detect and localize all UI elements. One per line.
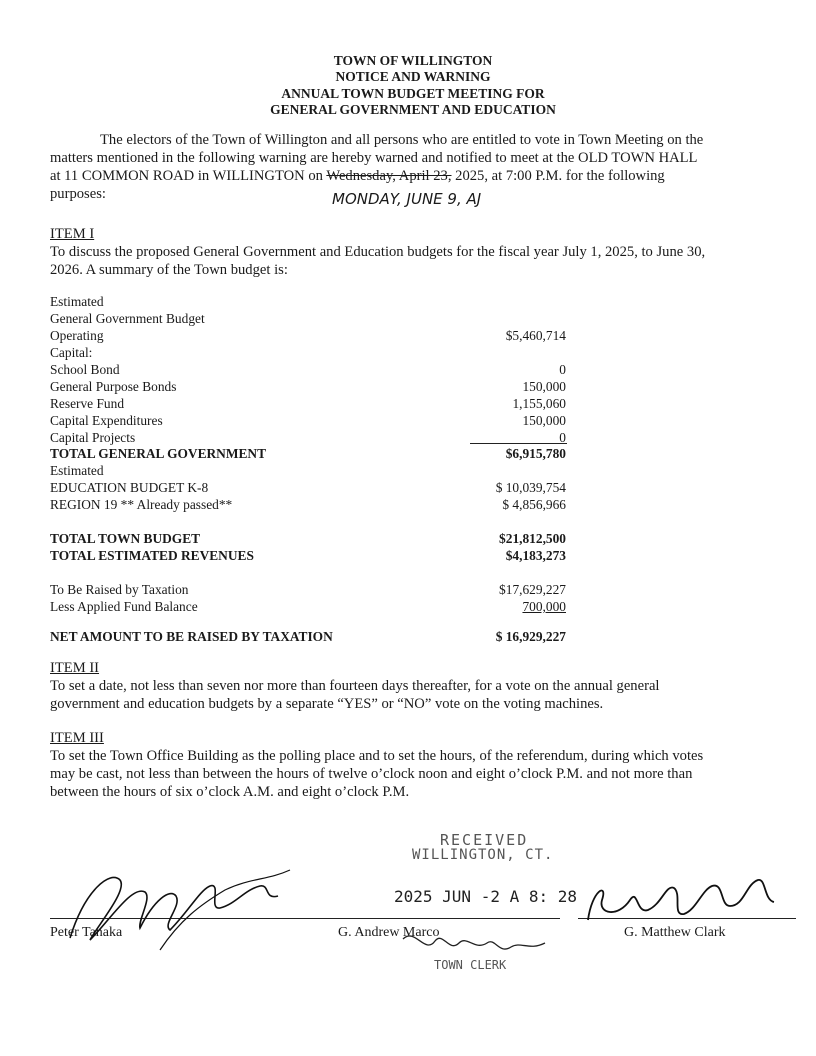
total-revenues-label: TOTAL ESTIMATED REVENUES [50, 548, 254, 563]
region-19-label: REGION 19 ** Already passed** [50, 497, 233, 512]
education-value: $ 10,039,754 [495, 480, 566, 495]
signature-middle [395, 925, 555, 965]
signature-left [50, 850, 310, 960]
signatory-right: G. Matthew Clark [624, 925, 726, 940]
operating-label: Operating [50, 328, 104, 343]
signature-line-middle [298, 918, 560, 919]
intro-line-1: The electors of the Town of Willington and all persons who are entitled to vote in Town Meeting on the [100, 132, 704, 148]
signatory-left: Peter Tanaka [50, 925, 123, 940]
subtotal-rule [470, 443, 567, 444]
total-gg-value: $6,915,780 [505, 446, 566, 461]
handwritten-correction: MONDAY, JUNE 9, AJ [332, 190, 482, 208]
reserve-fund-label: Reserve Fund [50, 396, 125, 411]
item-3-text-2: may be cast, not less than between the hours of twelve o’clock noon and eight o’clock P.M. and not more than [50, 766, 693, 782]
gp-bonds-value: 150,000 [522, 379, 566, 394]
signature-right [578, 870, 778, 930]
capital-heading: Capital: [50, 345, 93, 360]
header-title: TOWN OF WILLINGTON [333, 53, 493, 68]
intro-line-4: purposes: [50, 186, 106, 202]
total-town-label: TOTAL TOWN BUDGET [50, 531, 201, 546]
stamp-received: RECEIVED [440, 831, 529, 849]
total-revenues-value: $4,183,273 [505, 548, 566, 563]
item-1-text-2: 2026. A summary of the Town budget is: [50, 262, 288, 278]
total-town-value: $21,812,500 [499, 531, 566, 546]
capital-expenditures-value: 150,000 [522, 413, 566, 428]
intro-line-3-start: at 11 COMMON ROAD in WILLINGTON on [50, 168, 323, 184]
item-3-text-3: between the hours of six o’clock A.M. and eight o’clock P.M. [50, 784, 410, 800]
budget-gg-heading: General Government Budget [50, 311, 205, 326]
budget-estimated-2: Estimated [50, 463, 104, 478]
net-amount-value: $ 16,929,227 [495, 629, 566, 644]
taxation-label: To Be Raised by Taxation [50, 582, 189, 597]
capital-projects-value: 0 [559, 430, 566, 445]
item-3-text-1: To set the Town Office Building as the polling place and to set the hours, of the referendum, during which votes [50, 748, 704, 764]
item-2-text-2: government and education budgets by a separate “YES” or “NO” vote on the voting machines. [50, 696, 604, 712]
reserve-fund-value: 1,155,060 [512, 396, 566, 411]
header-subtitle: NOTICE AND WARNING [335, 69, 491, 84]
signatory-middle: G. Andrew Marco [338, 925, 440, 940]
item-3-heading: ITEM III [50, 730, 104, 746]
header-meeting: ANNUAL TOWN BUDGET MEETING FOR [281, 86, 545, 101]
fund-balance-value: 700,000 [522, 599, 566, 614]
operating-value: $5,460,714 [505, 328, 566, 343]
intro-line-3 [50, 168, 665, 186]
capital-projects-label: Capital Projects [50, 430, 136, 445]
struck-date: Wednesday, April 23, [326, 168, 452, 184]
school-bond-value: 0 [559, 362, 566, 377]
education-label: EDUCATION BUDGET K-8 [50, 480, 209, 495]
gp-bonds-label: General Purpose Bonds [50, 379, 177, 394]
stamp-town-clerk: TOWN CLERK [434, 958, 507, 972]
fund-balance-label: Less Applied Fund Balance [50, 599, 198, 614]
total-gg-label: TOTAL GENERAL GOVERNMENT [50, 446, 267, 461]
item-1-heading: ITEM I [50, 226, 95, 242]
net-amount-label: NET AMOUNT TO BE RAISED BY TAXATION [50, 629, 333, 644]
header-scope: GENERAL GOVERNMENT AND EDUCATION [270, 102, 556, 117]
capital-expenditures-label: Capital Expenditures [50, 413, 163, 428]
stamp-date: 2025 JUN -2 A 8: 28 [394, 887, 578, 906]
region-19-value: $ 4,856,966 [502, 497, 566, 512]
item-2-text-1: To set a date, not less than seven nor more than fourteen days thereafter, for a vote on the annual general [50, 678, 660, 694]
taxation-value: $17,629,227 [499, 582, 566, 597]
item-2-heading: ITEM II [50, 660, 100, 676]
school-bond-label: School Bond [50, 362, 120, 377]
item-1-text-1: To discuss the proposed General Government and Education budgets for the fiscal year July 1, 2025, to June 30, [50, 244, 706, 260]
stamp-town: WILLINGTON, CT. [412, 847, 554, 863]
intro-line-3-end: 2025, at 7:00 P.M. for the following [455, 168, 665, 184]
budget-estimated: Estimated [50, 294, 104, 309]
intro-line-2: matters mentioned in the following warning are hereby warned and notified to meet at the OLD TOWN HALL [50, 150, 698, 166]
